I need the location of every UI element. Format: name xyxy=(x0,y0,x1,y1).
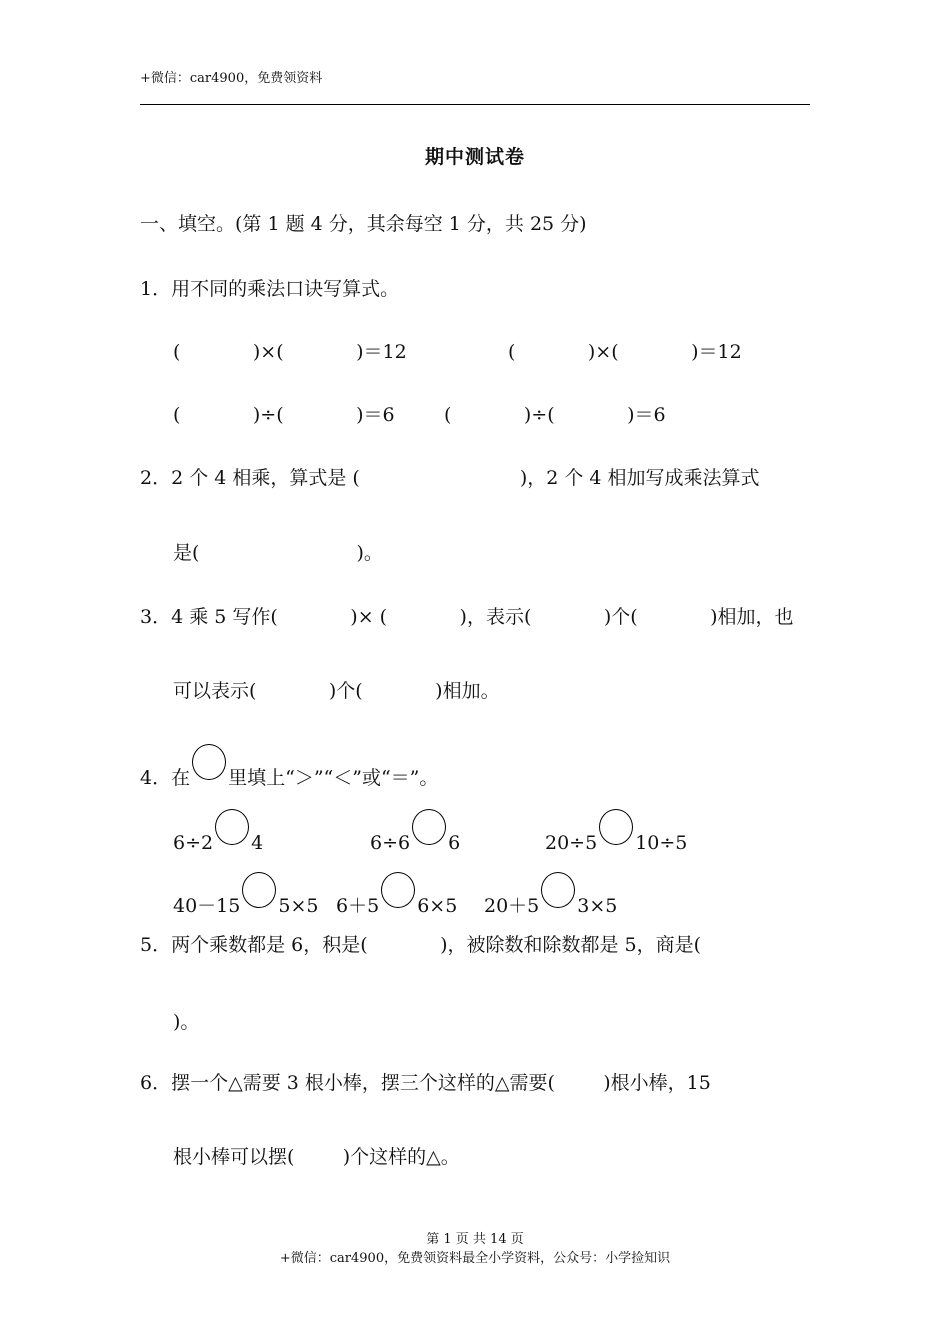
circle-blank-icon xyxy=(192,744,226,780)
q2-part1: 2 个 4 相乘，算式是 ( xyxy=(171,467,360,489)
q1-mul-b: ( )×( )＝12 xyxy=(508,341,742,363)
q4-item: 6＋5 6×5 xyxy=(336,872,457,918)
compare-circle-icon[interactable] xyxy=(412,809,446,845)
q1-div-b: ( )÷( )＝6 xyxy=(444,404,666,426)
question-1 xyxy=(140,277,399,301)
question-number: 2． xyxy=(140,467,172,489)
q2-line2: 是( )。 xyxy=(173,542,383,564)
question-number: 3． xyxy=(140,606,172,628)
q4-item: 6÷2 4 xyxy=(173,809,263,855)
q5-line1: 两个乘数都是 6，积是( )，被除数和除数都是 5，商是( xyxy=(171,934,702,956)
page-number: 第 1 页 共 14 页 xyxy=(426,1232,524,1247)
compare-circle-icon[interactable] xyxy=(541,872,575,908)
question-number: 1． xyxy=(140,278,172,300)
header-rule xyxy=(140,104,810,105)
q3-line2: 可以表示( )个( )相加。 xyxy=(173,680,500,702)
question-number: 5． xyxy=(140,934,172,956)
q5-line2: )。 xyxy=(173,1011,200,1033)
q4-item: 6÷6 6 xyxy=(370,809,460,855)
question-3 xyxy=(140,605,794,629)
q4-item: 20÷5 10÷5 xyxy=(545,809,687,855)
page-title: 期中测试卷 xyxy=(424,146,525,168)
question-2 xyxy=(140,466,760,490)
header-note: +微信：car4900，免费领资料 xyxy=(140,71,323,86)
q4-item: 40－15 5×5 xyxy=(173,872,318,918)
question-4 xyxy=(140,744,438,790)
compare-circle-icon[interactable] xyxy=(599,809,633,845)
q1-mul-a: ( )×( )＝12 xyxy=(173,341,407,363)
q2-part2: )，2 个 4 相加写成乘法算式 xyxy=(519,467,760,489)
footer-note: +微信：car4900，免费领资料最全小学资料，公众号：小学捡知识 xyxy=(279,1251,671,1266)
q4-post: 里填上“＞”“＜”或“＝”。 xyxy=(228,767,439,789)
q4-item: 20＋5 3×5 xyxy=(484,872,617,918)
q1-div-a: ( )÷( )＝6 xyxy=(173,404,395,426)
compare-circle-icon[interactable] xyxy=(215,809,249,845)
question-number: 4． xyxy=(140,767,172,789)
section-heading: 一、填空。(第 1 题 4 分，其余每空 1 分，共 25 分) xyxy=(140,213,587,235)
q3-line1: 4 乘 5 写作( )× ( )，表示( )个( )相加，也 xyxy=(171,606,794,628)
compare-circle-icon[interactable] xyxy=(381,872,415,908)
compare-circle-icon[interactable] xyxy=(242,872,276,908)
q6-line1: 摆一个△需要 3 根小棒，摆三个这样的△需要( )根小棒，15 xyxy=(171,1072,711,1094)
q6-line2: 根小棒可以摆( )个这样的△。 xyxy=(173,1146,460,1168)
question-text: 用不同的乘法口诀写算式。 xyxy=(171,278,400,300)
question-5 xyxy=(140,933,701,957)
question-number: 6． xyxy=(140,1072,172,1094)
question-6 xyxy=(140,1071,711,1095)
q4-pre: 在 xyxy=(171,767,191,789)
